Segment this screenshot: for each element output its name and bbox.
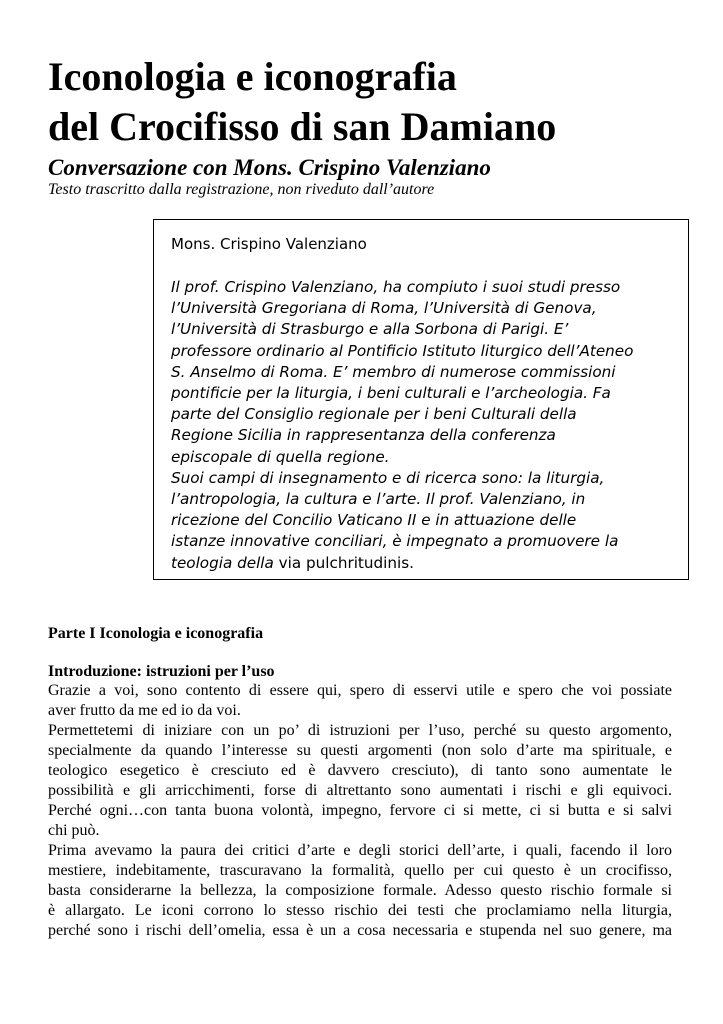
body-line: perché sono i rischi dell’omelia, essa è un a cosa necessaria e stupenda nel suo genere, ma (48, 922, 672, 939)
bio-line: Regione Sicilia in rappresentanza della conferenza (171, 426, 556, 445)
body-line: specialmente da quando l’interesse su questi argomenti (non solo d’arte ma spirituale, e (48, 742, 672, 759)
document-subtitle: Conversazione con Mons. Crispino Valenziano (48, 155, 491, 180)
bio-line: pontificie per la liturgia, i beni culturali e l’archeologia. Fa (171, 384, 611, 403)
section-heading: Parte I Iconologia e iconografia (48, 625, 264, 642)
body-line: Perché ogni…con tanta buona volontà, impegno, fervore ci si mette, ci si butta e si salvi (48, 802, 672, 819)
body-line: basta considerarne la bellezza, la composizione formale. Adesso questo rischio formale si (48, 882, 672, 899)
body-line: mestiere, indebitamente, trascuravano la formalità, quello per cui questo è un crocifisso, (48, 862, 672, 879)
bio-line: Suoi campi di insegnamento e di ricerca sono: la liturgia, (171, 468, 605, 487)
bio-line: istanze innovative conciliari, è impegnato a promuovere la (171, 532, 619, 551)
document-title (48, 52, 688, 152)
bio-line: l’Università di Strasburgo e alla Sorbona di Parigi. E’ (171, 320, 569, 339)
body-line: chi può. (48, 822, 100, 839)
bio-line: episcopale di quella regione. (171, 447, 390, 466)
body-line: Grazie a voi, sono contento di essere qui, spero di esservi utile e spero che voi possiate (48, 682, 672, 699)
bio-line: l’Università Gregoriana di Roma, l’Università di Genova, (171, 299, 597, 318)
bio-line: ricezione del Concilio Vaticano II e in attuazione delle (171, 511, 577, 530)
bio-line: S. Anselmo di Roma. E’ membro di numerose commissioni (171, 362, 616, 381)
bio-line-last (171, 553, 683, 574)
transcription-note: Testo trascritto dalla registrazione, non riveduto dall’autore (48, 181, 435, 198)
bio-line: professore ordinario al Pontificio Istituto liturgico dell’Ateneo (171, 341, 634, 360)
title-line-2: del Crocifisso di san Damiano (48, 104, 557, 149)
body-text (48, 681, 672, 941)
bio-line: Il prof. Crispino Valenziano, ha compiuto i suoi studi presso (171, 278, 621, 296)
author-bio-box (153, 219, 689, 580)
title-line-1: Iconologia e iconografia (48, 54, 457, 99)
bio-line: l’antropologia, la cultura e l’arte. Il prof. Valenziano, in (171, 490, 586, 509)
body-line: Permettetemi di iniziare con un po’ di istruzioni per l’uso, perché su questo argomento, (48, 722, 672, 739)
body-line: teologico esegetico è cresciuto ed è davvero cresciuto), di tanto sono aumentate le (48, 762, 672, 779)
body-line: aver frutto da me ed io da voi. (48, 702, 241, 719)
bio-last-upright: via pulchritudinis. (273, 553, 414, 572)
bio-line: parte del Consiglio regionale per i beni Culturali della (171, 405, 577, 424)
bio-text (171, 277, 683, 574)
body-line: Prima avevamo la paura dei critici d’arte e degli storici dell’arte, i quali, facendo il loro (48, 842, 672, 859)
body-line: è allargato. Le iconi corrono lo stesso rischio dei testi che proclamiamo nella liturgia, (48, 902, 672, 919)
subsection-heading: Introduzione: istruzioni per l’uso (48, 663, 275, 680)
body-line: possibilità e gli arricchimenti, forse di altrettanto sono aumentati i rischi e gli equivoci. (48, 782, 672, 799)
bio-last-italic: teologia della (171, 553, 274, 572)
bio-name: Mons. Crispino Valenziano (171, 235, 367, 253)
